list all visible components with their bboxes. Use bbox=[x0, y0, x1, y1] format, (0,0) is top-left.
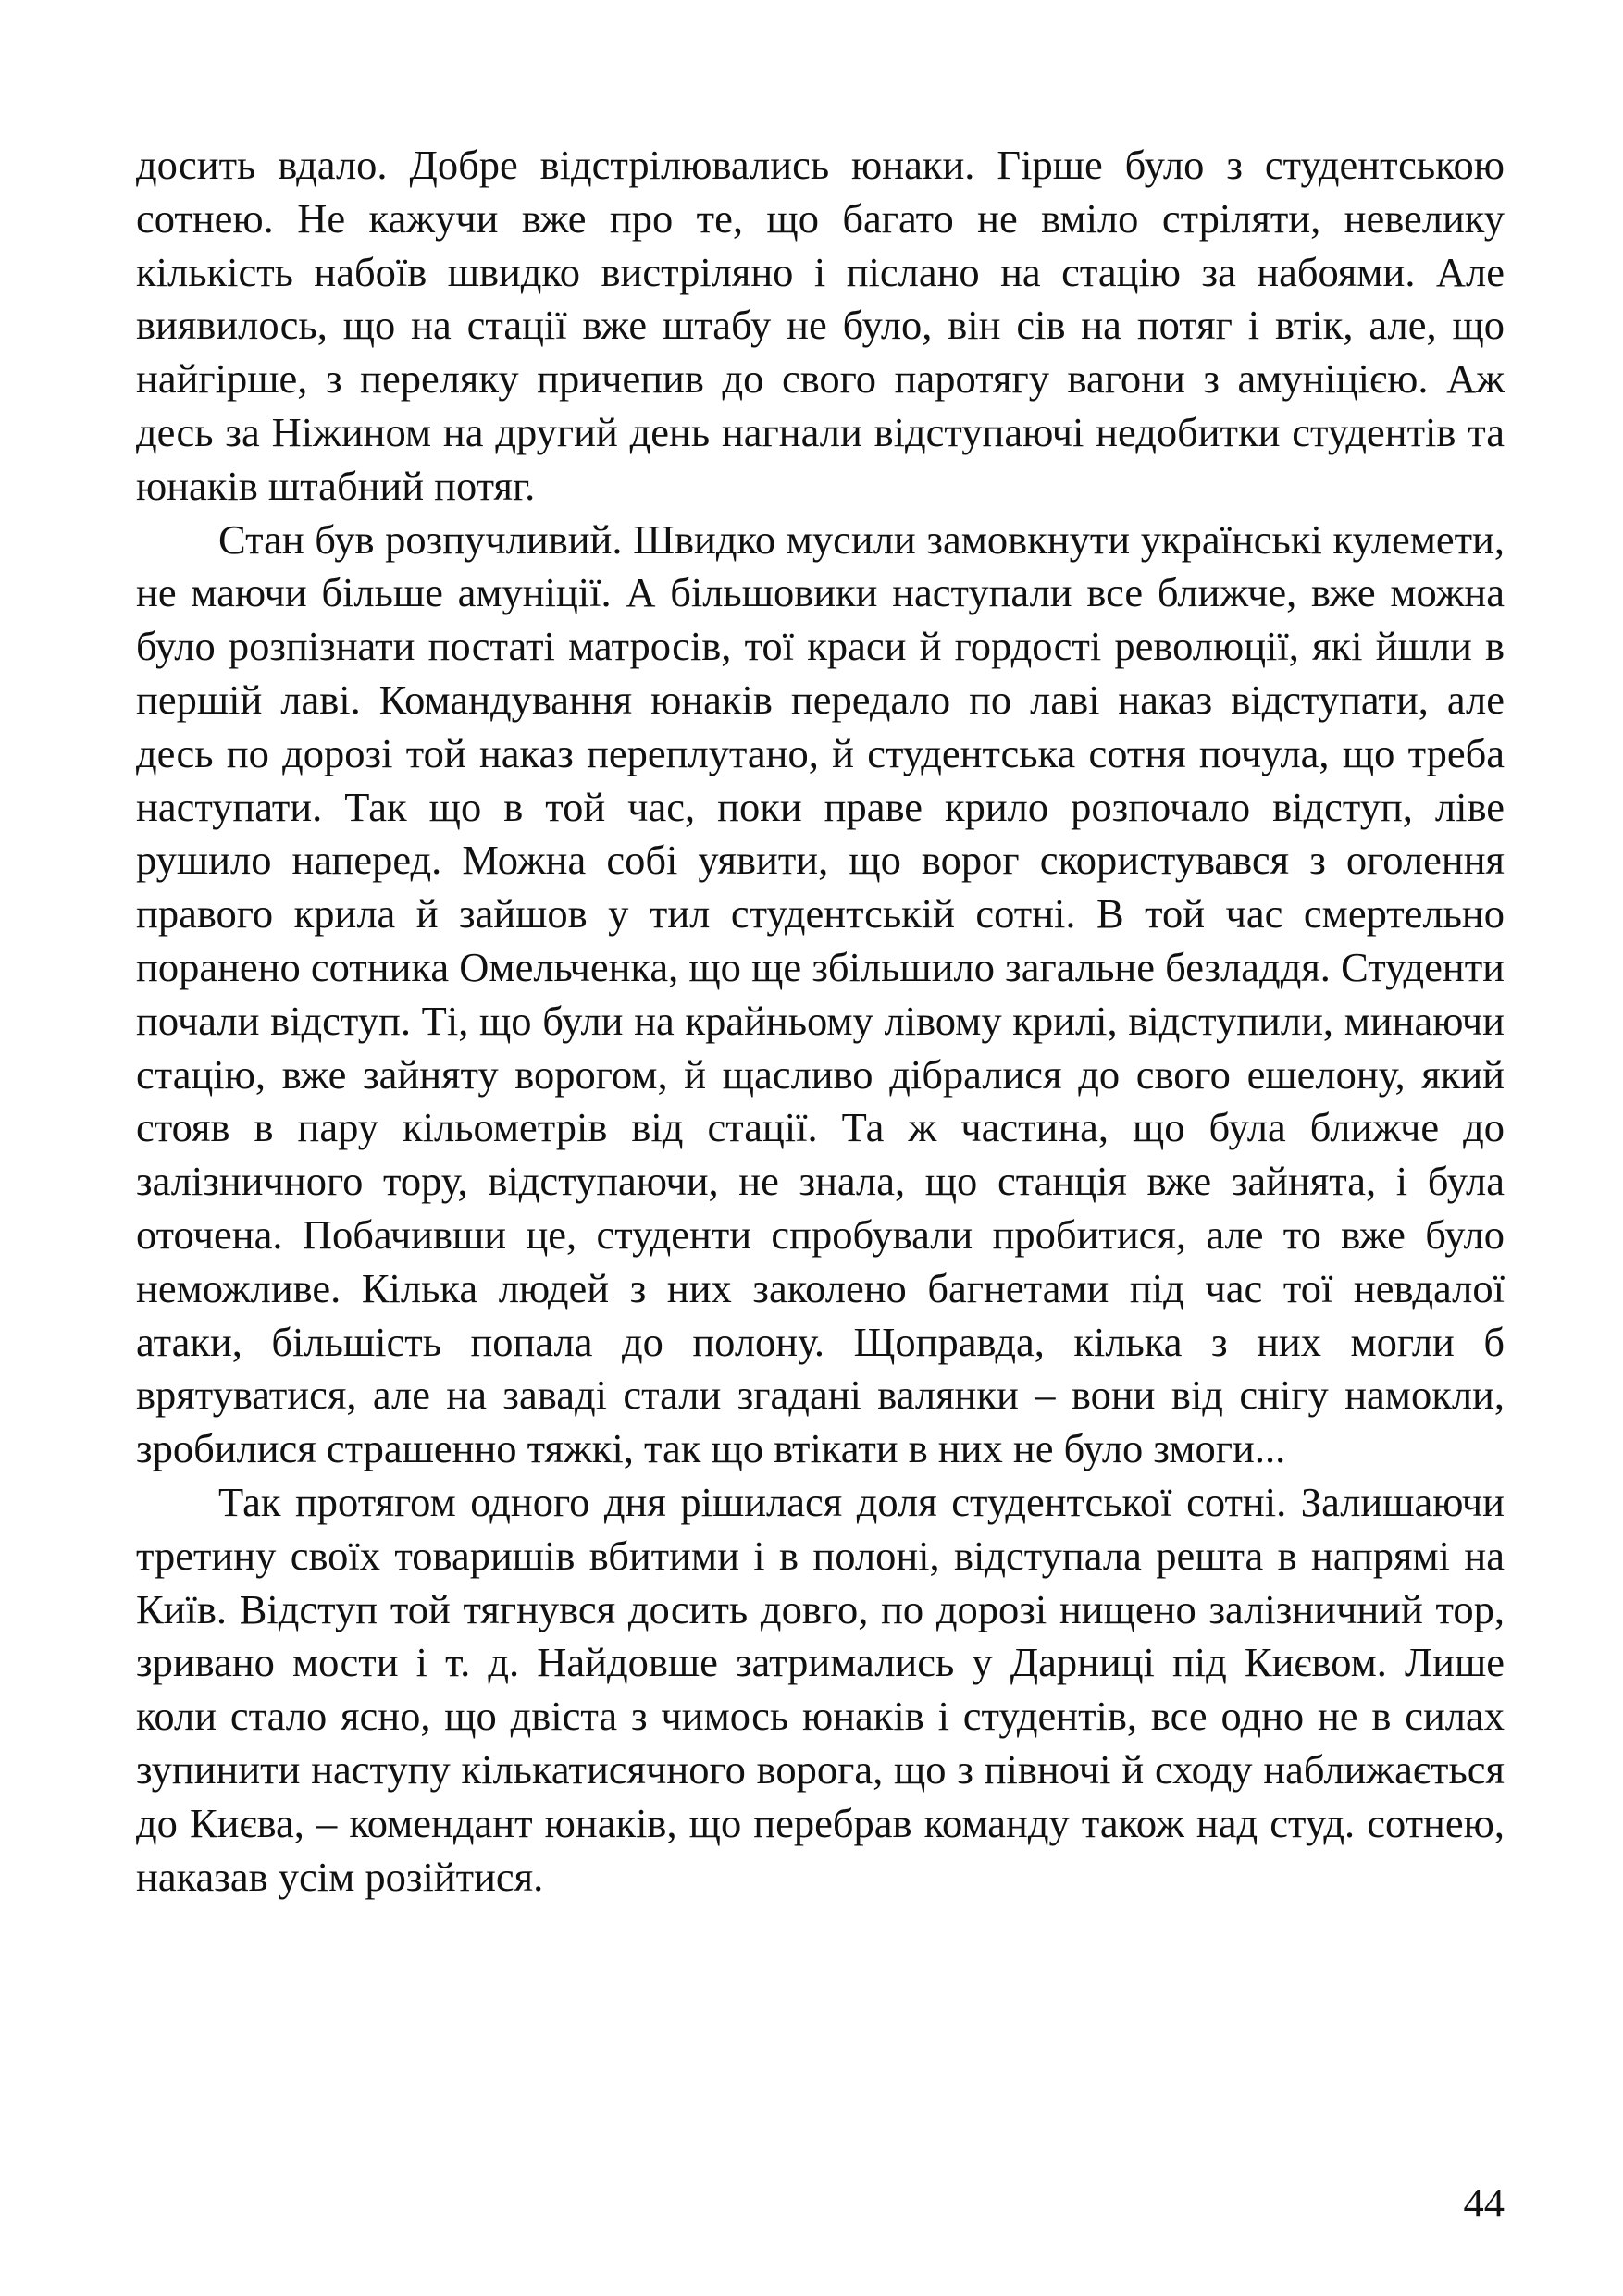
paragraph-fate-of-company: Так протягом одного дня рішилася доля студентської сотні. Залишаючи третину своїх товаришів вбитими і в полоні, відступала решта в напрямі на Київ. Відступ той тягнувся досить довго, по дорозі нищено залізничний тор, зривано мости і т. д. Найдовше затримались у Дарниці під Києвом. Лише коли стало ясно, що двіста з чимось юнаків і студентів, все одно не в силах зупинити наступу кількатисячного ворога, що з півночі й сходу наближається до Києва, – комендант юнаків, що перебрав команду також над студ. сотнею, наказав усім розійтися. bbox=[136, 1478, 1505, 1900]
page-number: 44 bbox=[1463, 2179, 1505, 2226]
paragraph-continuation: досить вдало. Добре відстрілювались юнаки. Гірше було з студентською сотнею. Не кажучи вже про те, що багато не вміло стріляти, невелику кількість набоїв швидко вистріляно і післано на стацію за набоями. Але виявилось, що на стації вже штабу не було, він сів на потяг і втік, але, що найгірше, з переляку причепив до свого паротягу вагони з амуніцією. Аж десь за Ніжином на другий день нагнали відступаючі недобитки студентів та юнаків штабний потяг. bbox=[136, 142, 1505, 509]
page-body bbox=[136, 139, 1505, 1904]
paragraph-retreat: Стан був розпучливий. Швидко мусили замовкнути українські кулемети, не маючи більше амуніції. А більшовики наступали все ближче, вже можна було розпізнати постаті матросів, тої краси й гордості революції, які йшли в першій лаві. Командування юнаків передало по лаві наказ відступати, але десь по дорозі той наказ переплутано, й студентська сотня почула, що треба наступати. Так що в той час, поки праве крило розпочало відступ, ліве рушило наперед. Можна собі уявити, що ворог скористувався з оголення правого крила й зайшов у тил студентській сотні. В той час смертельно поранено сотника Омельченка, що ще збільшило загальне безладдя. Студенти почали відступ. Ті, що були на крайньому лівому крилі, відступили, минаючи стацію, вже зайняту ворогом, й щасливо дібралися до свого ешелону, який стояв в пару кільометрів від стації. Та ж частина, що була ближче до залізничного тору, відступаючи, не знала, що станція вже зайнята, і була оточена. Побачивши це, студенти спробували пробитися, але то вже було неможливе. Кілька людей з них заколено багнетами під час тої невдалої атаки, більшість попала до полону. Щоправда, кілька з них могли б врятуватися, але на заваді стали згадані валянки – вони від снігу намокли, зробилися страшенно тяжкі, так що втікати в них не було змоги... bbox=[136, 515, 1505, 1472]
